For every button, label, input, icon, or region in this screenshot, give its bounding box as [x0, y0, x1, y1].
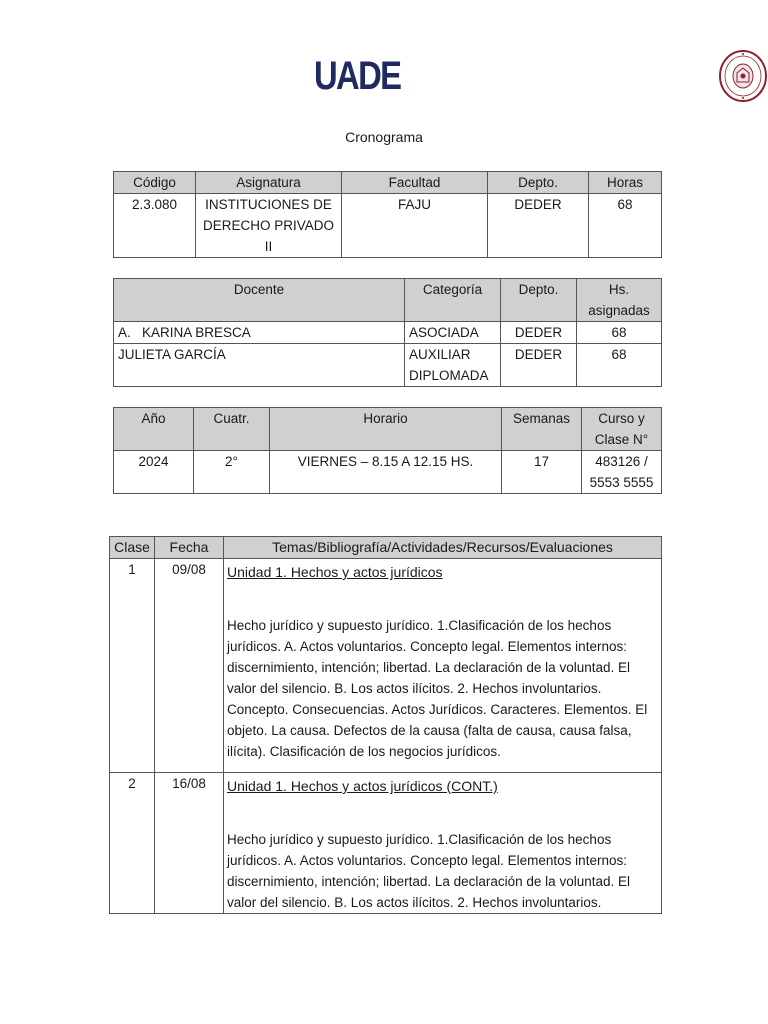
- unit-title: Unidad 1. Hechos y actos jurídicos (CONT.): [227, 778, 498, 794]
- unit-title: Unidad 1. Hechos y actos jurídicos: [227, 564, 443, 580]
- cell-semanas: 17: [502, 451, 582, 494]
- unit-description: Hecho jurídico y supuesto jurídico. 1.Clasificación de los hechos jurídicos. A. Actos voluntarios. Concepto legal. Elementos internos: discernimiento, intención; libertad. La declaración de la voluntad. El valor del silencio. B. Los actos ilícitos. 2. Hechos involuntarios. Concepto. Consecuencias. Actos Jurídicos. Caracteres. Elementos. El objeto. La causa. Defectos de la causa (falta de causa, causa falsa, ilícita). Clasificación de los negocios jurídicos.: [227, 618, 648, 759]
- table-header-row: [114, 408, 662, 451]
- col-header-cuatr: Cuatr.: [194, 408, 270, 451]
- cell-clase: 1: [110, 559, 155, 773]
- unit-description: Hecho jurídico y supuesto jurídico. 1.Clasificación de los hechos jurídicos. A. Actos voluntarios. Concepto legal. Elementos internos: discernimiento, intención; libertad. La declaración de la voluntad. El valor del silencio. B. Los actos ilícitos. 2. Hechos involuntarios.: [227, 832, 630, 910]
- cell-asignatura: INSTITUCIONES DE DERECHO PRIVADO II: [196, 194, 342, 258]
- university-seal-icon: [718, 49, 768, 103]
- table-header-row: [110, 537, 662, 559]
- col-header-asignatura: Asignatura: [196, 172, 342, 194]
- cell-docente: A. KARINA BRESCA: [114, 322, 405, 344]
- cell-hs: 68: [577, 322, 662, 344]
- cell-docente: JULIETA GARCÍA: [114, 344, 405, 387]
- cell-clase: 2: [110, 773, 155, 914]
- col-header-horas: Horas: [589, 172, 662, 194]
- col-header-anio: Año: [114, 408, 194, 451]
- cell-fecha: 09/08: [155, 559, 224, 773]
- col-header-codigo: Código: [114, 172, 196, 194]
- col-header-hs-asignadas: Hs. asignadas: [577, 279, 662, 322]
- col-header-clase: Clase: [110, 537, 155, 559]
- cell-temas: [224, 559, 662, 773]
- course-table: [113, 171, 662, 258]
- cell-facultad: FAJU: [342, 194, 488, 258]
- table-row: [114, 194, 662, 258]
- schedule-table: [113, 407, 662, 494]
- classes-table: [109, 536, 662, 914]
- col-header-docente: Docente: [114, 279, 405, 322]
- col-header-temas: Temas/Bibliografía/Actividades/Recursos/Evaluaciones: [224, 537, 662, 559]
- cell-anio: 2024: [114, 451, 194, 494]
- cell-categoria: ASOCIADA: [405, 322, 501, 344]
- logo-text: UADE: [314, 54, 401, 98]
- cell-depto: DEDER: [488, 194, 589, 258]
- col-header-fecha: Fecha: [155, 537, 224, 559]
- col-header-facultad: Facultad: [342, 172, 488, 194]
- cell-cuatr: 2°: [194, 451, 270, 494]
- col-header-semanas: Semanas: [502, 408, 582, 451]
- col-header-depto: Depto.: [501, 279, 577, 322]
- cell-curso: 483126 / 5553 5555: [582, 451, 662, 494]
- col-header-curso: Curso y Clase N°: [582, 408, 662, 451]
- table-row: [114, 451, 662, 494]
- table-header-row: [114, 279, 662, 322]
- page-title: Cronograma: [345, 129, 423, 145]
- table-row: [110, 773, 662, 914]
- col-header-depto: Depto.: [488, 172, 589, 194]
- table-header-row: [114, 172, 662, 194]
- cell-categoria: AUXILIAR DIPLOMADA: [405, 344, 501, 387]
- col-header-horario: Horario: [270, 408, 502, 451]
- table-row: [114, 344, 662, 387]
- cell-codigo: 2.3.080: [114, 194, 196, 258]
- teachers-table: [113, 278, 662, 387]
- col-header-categoria: Categoría: [405, 279, 501, 322]
- cell-fecha: 16/08: [155, 773, 224, 914]
- uade-logo: [314, 44, 456, 108]
- cell-horas: 68: [589, 194, 662, 258]
- cell-temas: [224, 773, 662, 914]
- cell-depto: DEDER: [501, 322, 577, 344]
- table-row: [114, 322, 662, 344]
- table-row: [110, 559, 662, 773]
- cell-horario: VIERNES – 8.15 A 12.15 HS.: [270, 451, 502, 494]
- cell-hs: 68: [577, 344, 662, 387]
- cell-depto: DEDER: [501, 344, 577, 387]
